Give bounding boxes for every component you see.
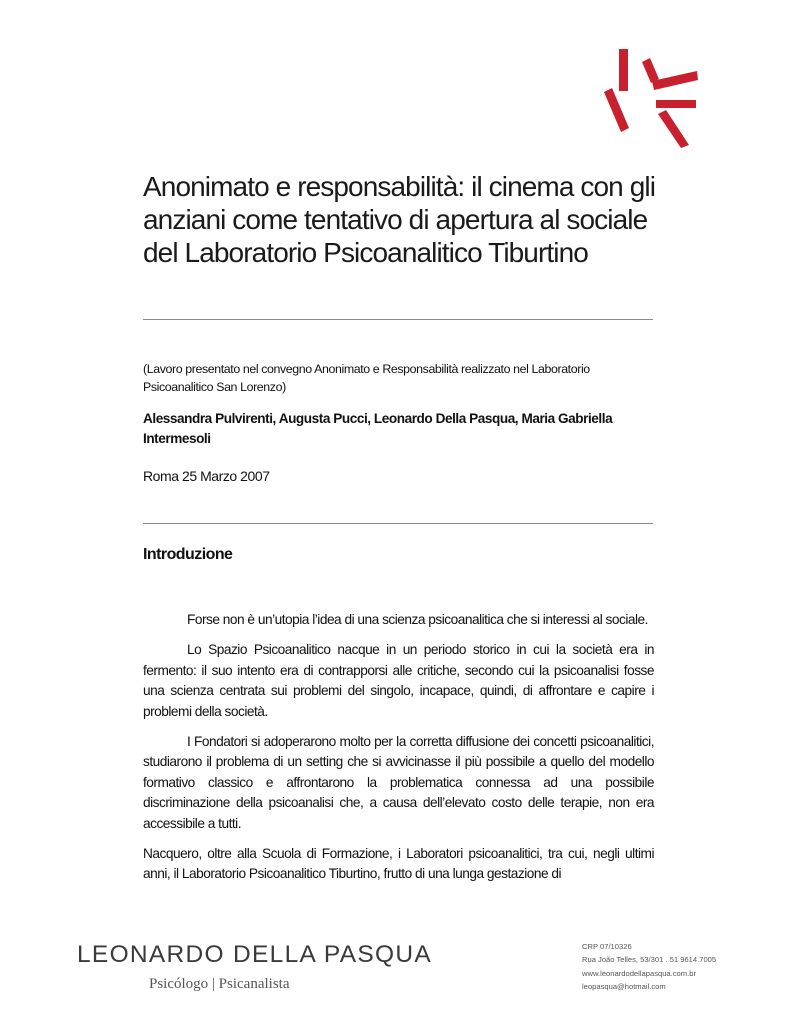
section-heading: Introduzione	[143, 546, 233, 563]
document-date: Roma 25 Marzo 2007	[143, 468, 270, 484]
body-text	[143, 610, 654, 885]
footer-name: LEONARDO DELLA PASQUA	[77, 941, 432, 968]
footer-contact	[582, 940, 716, 993]
paragraph: I Fondatori si adoperarono molto per la corretta diffusione dei concetti psicoanalitici, studiarono il problema di un setting che si avvicinasse il più possibile a quello del modello formativo classico e affrontarono la problematica connessa ad una possibile discriminazione della psicoanalisi che, a causa dell’elevato costo delle terapie, non era accessibile a tutti.	[143, 734, 654, 831]
divider-bottom	[143, 523, 653, 524]
red-cross-mark-logo-icon	[600, 44, 704, 148]
footer-address: Rua João Telles, 53/301 . 51 9614.7005	[582, 955, 717, 965]
authors: Alessandra Pulvirenti, Augusta Pucci, Leonardo Della Pasqua, Maria Gabriella Intermesoli	[143, 411, 613, 446]
footer-email-link[interactable]: leopasqua@hotmail.com	[582, 981, 666, 991]
footer-subtitle: Psicólogo | Psicanalista	[149, 976, 290, 992]
footer-website-link[interactable]: www.leonardodellapasqua.com.br	[582, 968, 696, 978]
paragraph: Nacquero, oltre alla Scuola di Formazione, i Laboratori psicoanalitici, tra cui, negli ultimi anni, il Laboratorio Psicoanalitico Tiburtino, frutto di una lunga gestazione di	[143, 846, 654, 882]
divider-top	[143, 319, 653, 320]
paragraph: Forse non è un’utopia l’idea di una scienza psicoanalitica che si interessi al sociale.	[187, 612, 648, 627]
presentation-note: (Lavoro presentato nel convegno Anonimato e Responsabilità realizzato nel Laboratorio Psicoanalitico San Lorenzo)	[143, 362, 590, 394]
paragraph: Lo Spazio Psicoanalitico nacque in un periodo storico in cui la società era in fermento: il suo intento era di contrapporsi alle critiche, secondo cui la psicoanalisi fosse una scienza centrata sui problemi del singolo, incapace, quindi, di affrontare e capire i problemi della società.	[143, 642, 654, 719]
document-title: Anonimato e responsabilità: il cinema con gli anziani come tentativo di apertura al sociale del Laboratorio Psicoanalitico Tiburtino	[143, 171, 656, 268]
footer-crp: CRP 07/10326	[582, 942, 632, 951]
